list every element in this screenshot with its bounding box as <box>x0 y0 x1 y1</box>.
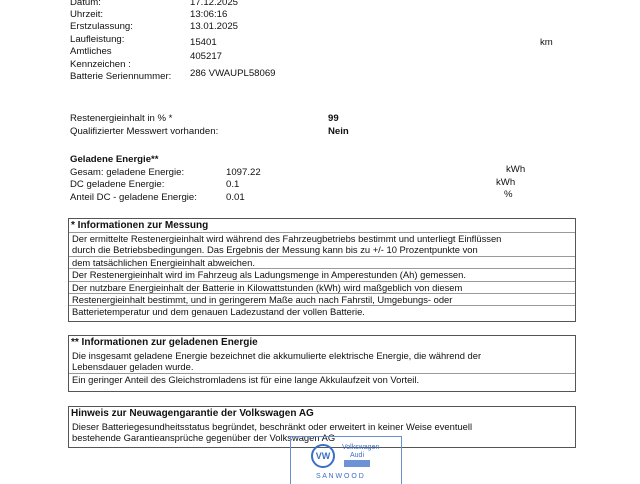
warranty-line: Dieser Batteriegesundheitsstatus begründet, beschränkt oder erweitert in keiner Weise eventuell <box>72 421 473 432</box>
charged-info-line: Die insgesamt geladene Energie bezeichnet die akkumulierte elektrische Energie, die während der <box>72 350 482 361</box>
measurement-info-title: * Informationen zur Messung <box>69 219 575 233</box>
measurement-info-line: dem tatsächlichen Energieinhalt abweichen. <box>69 257 575 269</box>
measurement-info-box <box>68 218 576 322</box>
stamp-brand-text: Volkswagen <box>342 444 380 451</box>
measurement-info-line: durch die Betriebsbedingungen. Das Ergebnis der Messung kann bis zu +/- 10 Prozentpunkte von <box>69 244 575 256</box>
charged-info-line: Lebensdauer geladen wurde. <box>69 361 575 373</box>
measurement-info-line: Der ermittelte Restenergieinhalt wird während des Fahrzeugbetriebs bestimmt und unterliegt Einflüssen <box>72 233 502 244</box>
stamp-brand-text: Audi <box>350 452 365 459</box>
date-value: 17.12.2025 <box>190 0 239 8</box>
total-charged-value: 1097.22 <box>226 167 261 178</box>
time-value: 13:06:16 <box>190 9 228 20</box>
mileage-value: 15401 <box>190 37 217 48</box>
charged-energy-title: Geladene Energie** <box>70 154 159 165</box>
warranty-title: Hinweis zur Neuwagengarantie der Volkswagen AG <box>71 408 314 419</box>
measurement-info-line: Der Restenergieinhalt wird im Fahrzeug als Ladungsmenge in Amperestunden (Ah) gemessen. <box>69 269 575 281</box>
measurement-info-line: Batterietemperatur und dem genauen Ladezustand der vollen Batterie. <box>72 306 365 318</box>
charged-info-box <box>68 335 576 392</box>
charged-info-title: ** Informationen zur geladenen Energie <box>71 337 258 348</box>
date-label: Datum: <box>70 0 101 8</box>
qualified-value: Nein <box>328 126 349 137</box>
total-charged-unit: kWh <box>506 164 526 175</box>
plate-value: 405217 <box>190 51 223 62</box>
time-label: Uhrzeit: <box>70 9 104 20</box>
dc-share-label: Anteil DC - geladene Energie: <box>70 192 197 203</box>
rest-energy-label: Restenergieinhalt in % * <box>70 113 173 124</box>
serial-label: Batterie Seriennummer: <box>70 71 172 82</box>
dc-share-value: 0.01 <box>226 192 245 203</box>
registration-label: Erstzulassung: <box>70 21 133 32</box>
dc-share-unit: % <box>504 189 513 200</box>
dc-charged-unit: kWh <box>496 177 516 188</box>
registration-value: 13.01.2025 <box>190 21 239 32</box>
measurement-info-line: Der nutzbare Energieinhalt der Batterie in Kilowattstunden (kWh) wird maßgeblich von diesem <box>69 282 575 294</box>
serial-value: 286 VWAUPL58069 <box>190 68 276 79</box>
rest-energy-value: 99 <box>328 113 339 124</box>
mileage-unit: km <box>540 37 553 48</box>
stamp-badge <box>344 460 370 467</box>
vw-logo-icon: VW <box>311 444 335 468</box>
mileage-label: Laufleistung: <box>70 34 125 45</box>
total-charged-label: Gesam: geladene Energie: <box>70 167 185 178</box>
charged-info-line: Ein geringer Anteil des Gleichstromladens ist für eine lange Akkulaufzeit von Vorteil. <box>72 373 420 385</box>
dc-charged-label: DC geladene Energie: <box>70 179 165 190</box>
plate-label-2: Kennzeichen : <box>70 59 131 70</box>
stamp-dealer-text: S A N W O O D <box>316 473 364 480</box>
dc-charged-value: 0.1 <box>226 179 240 190</box>
measurement-info-line: Restenergieinhalt bestimmt, und in geringerem Maße auch nach Fahrstil, Umgebungs- oder <box>69 294 575 306</box>
warranty-line: bestehende Garantieansprüche gegenüber der Volkswagen AG <box>72 432 336 444</box>
plate-label-1: Amtliches <box>70 46 112 57</box>
qualified-label: Qualifizierter Messwert vorhanden: <box>70 126 219 137</box>
